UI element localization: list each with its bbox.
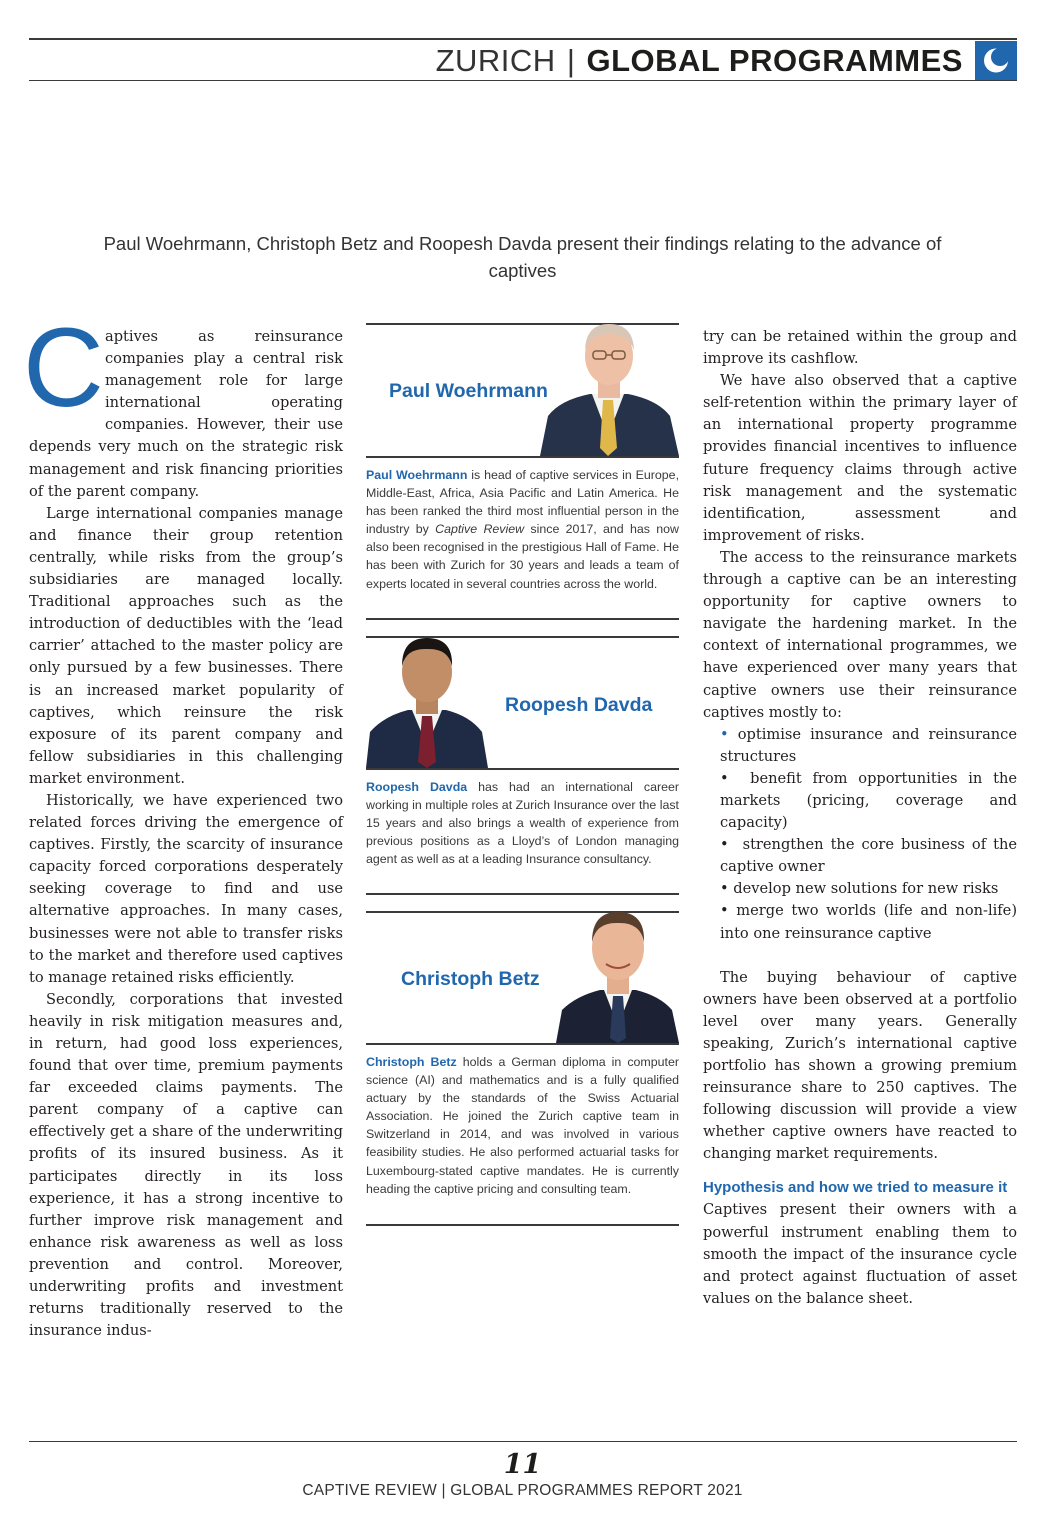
paragraph: Large international companies manage and finance their group retention centrally, while risks from the group’s subsidiaries are managed locally. Traditional approaches such as the introduction of deductibles with the ‘lead carrier’ attached to the master policy are only pursued by a few businesses. There is an increased market popularity of captives, which reinsure the risk exposure of its parent company and fellow subsidiaries in this challenging market environment. [29, 504, 343, 787]
article-column-1 [23, 305, 343, 1342]
header-top-rule [29, 38, 1017, 40]
bio-text: holds a German diploma in computer science (AI) and mathematics and is a fully qualified actuary by the standards of the Swiss Actuarial Association. He joined the Zurich captive team in Switzerland in 2014, and was involved in various feasibility studies. He also performed actuarial tasks for Luxembourg-stated captive mandates. He is currently heading the captive pricing and consulting team. [366, 1055, 679, 1196]
profile-name: Paul Woehrmann [389, 380, 548, 402]
profile-name: Roopesh Davda [505, 694, 653, 716]
list-item: • merge two worlds (life and non-life) into one reinsurance captive [720, 902, 1018, 942]
paragraph: The buying behaviour of captive owners have been observed at a portfolio level over many years. Generally speaking, Zurich’s international captive portfolio has shown a growing premium reinsurance share to 250 captives. The following discussion will provide a view whether captive owners have reacted to changing market requirements. [703, 968, 1017, 1163]
bullet-icon: • [720, 725, 729, 743]
bio-text: since 2017, and has now also been recognised in the prestigious Hall of Fame. He has been with Zurich for 30 years and leads a team of experts located in several countries across the world. [366, 522, 680, 591]
section-subheading: Hypothesis and how we tried to measure it [703, 1179, 1008, 1197]
list-item: • benefit from opportunities in the markets (pricing, coverage and capacity) [720, 769, 1017, 832]
portrait-photo [540, 318, 679, 456]
bio-text: has had an international career working in multiple roles at Zurich Insurance over the last 15 years and also brings a wealth of experience from previous positions as a Lloyd’s of London managing agent as well as at a leading Insurance consultancy. [366, 780, 679, 867]
standfirst: Paul Woehrmann, Christoph Betz and Roopesh Davda present their findings relating to the advance of captives [103, 233, 942, 281]
paragraph: We have also observed that a captive self-retention within the primary layer of an international property programme provides financial incentives to influence future frequency claims through active risk management and the systematic identification, assessment and improvement of risks. [703, 372, 1017, 544]
list-item: • develop new solutions for new risks [720, 880, 999, 898]
header-bottom-rule [29, 80, 1017, 81]
list-item-text: merge two worlds (life and non-life) into one reinsurance captive [720, 902, 1018, 942]
header-separator: | [566, 43, 576, 78]
paragraph: Secondly, corporations that invested heavily in risk mitigation measures and, in return, had good loss experiences, found that over time, premium payments far exceeded claims payments. The parent company of a captive can effectively get a share of the underwriting profits of its insured business. As it participates directly in its loss experience, it has a strong incentive to further improve risk management and enhance risk awareness as well as loss prevention and control. Moreover, underwriting profits and investment returns traditionally reserved to the insurance indus- [29, 990, 343, 1340]
profile-bottom-rule [366, 893, 679, 895]
list-item-text: benefit from opportunities in the markets (pricing, coverage and capacity) [720, 769, 1017, 832]
running-header [436, 44, 963, 78]
list-item-text: strengthen the core business of the captive owner [720, 836, 1017, 876]
profile-photo-rule [366, 456, 679, 458]
list-item [720, 724, 1017, 768]
header-brand: ZURICH [435, 43, 556, 78]
bio-text: is head of captive services in Europe, Middle-East, Africa, Asia Pacific and Latin America. He has been ranked the third most influential person in the industry by [366, 468, 680, 537]
profile-bio [366, 1053, 679, 1198]
header-section: GLOBAL PROGRAMMES [586, 43, 963, 78]
list-item-text: develop new solutions for new risks [733, 880, 999, 898]
list-item-text: optimise insurance and reinsurance structures [720, 725, 1017, 765]
paragraph: The access to the reinsurance markets through a captive can be an interesting opportunity for captive owners to navigate the hardening market. In the context of international programmes, we have experienced over many years that captive owners use their reinsurance captives mostly to: [703, 548, 1017, 721]
profile-bottom-rule [366, 1224, 679, 1226]
dropcap: C [23, 305, 104, 430]
zurich-logo-icon [975, 41, 1017, 80]
footer-rule [29, 1441, 1017, 1442]
dropcap-box [23, 305, 105, 430]
list-item: • strengthen the core business of the captive owner [720, 836, 1017, 876]
profile-name: Christoph Betz [401, 968, 540, 990]
paragraph: try can be retained within the group and improve its cashflow. [703, 328, 1017, 368]
portrait-photo [366, 630, 488, 768]
bio-italic-text: Captive Review [435, 522, 525, 537]
profile-bio [366, 466, 679, 593]
footer-publication: CAPTIVE REVIEW | GLOBAL PROGRAMMES REPORT 2021 [302, 1482, 743, 1499]
bio-name: Christoph Betz [366, 1055, 457, 1069]
portrait-photo [556, 902, 679, 1043]
spacer [703, 945, 1017, 967]
paragraph: Captives present their owners with a powerful instrument enabling them to smooth the impact of the insurance cycle and protect against fluctuation of asset values on the balance sheet. [703, 1201, 1017, 1307]
profile-bio [366, 778, 679, 868]
profile-bottom-rule [366, 618, 679, 620]
page-number: 11 [503, 1449, 542, 1480]
profile-photo-rule [366, 768, 679, 770]
profile-photo-rule [366, 1043, 679, 1045]
bio-name: Paul Woehrmann [366, 468, 468, 482]
article-column-3 [703, 326, 1017, 1310]
bio-name: Roopesh Davda [366, 780, 468, 794]
paragraph: aptives as reinsurance companies play a central risk management role for large international operating companies. However, their use depends very much on the strategic risk management and risk financing priorities of the parent company. [29, 328, 343, 500]
bullet-list [703, 724, 1017, 945]
paragraph: Historically, we have experienced two related forces driving the emergence of captives. Firstly, the scarcity of insurance capacity forced corporations desperately seeking coverage to find and use alternative approaches. In many cases, businesses were not able to transfer risks to the market and therefore used captives to manage retained risks efficiently. [29, 791, 343, 986]
